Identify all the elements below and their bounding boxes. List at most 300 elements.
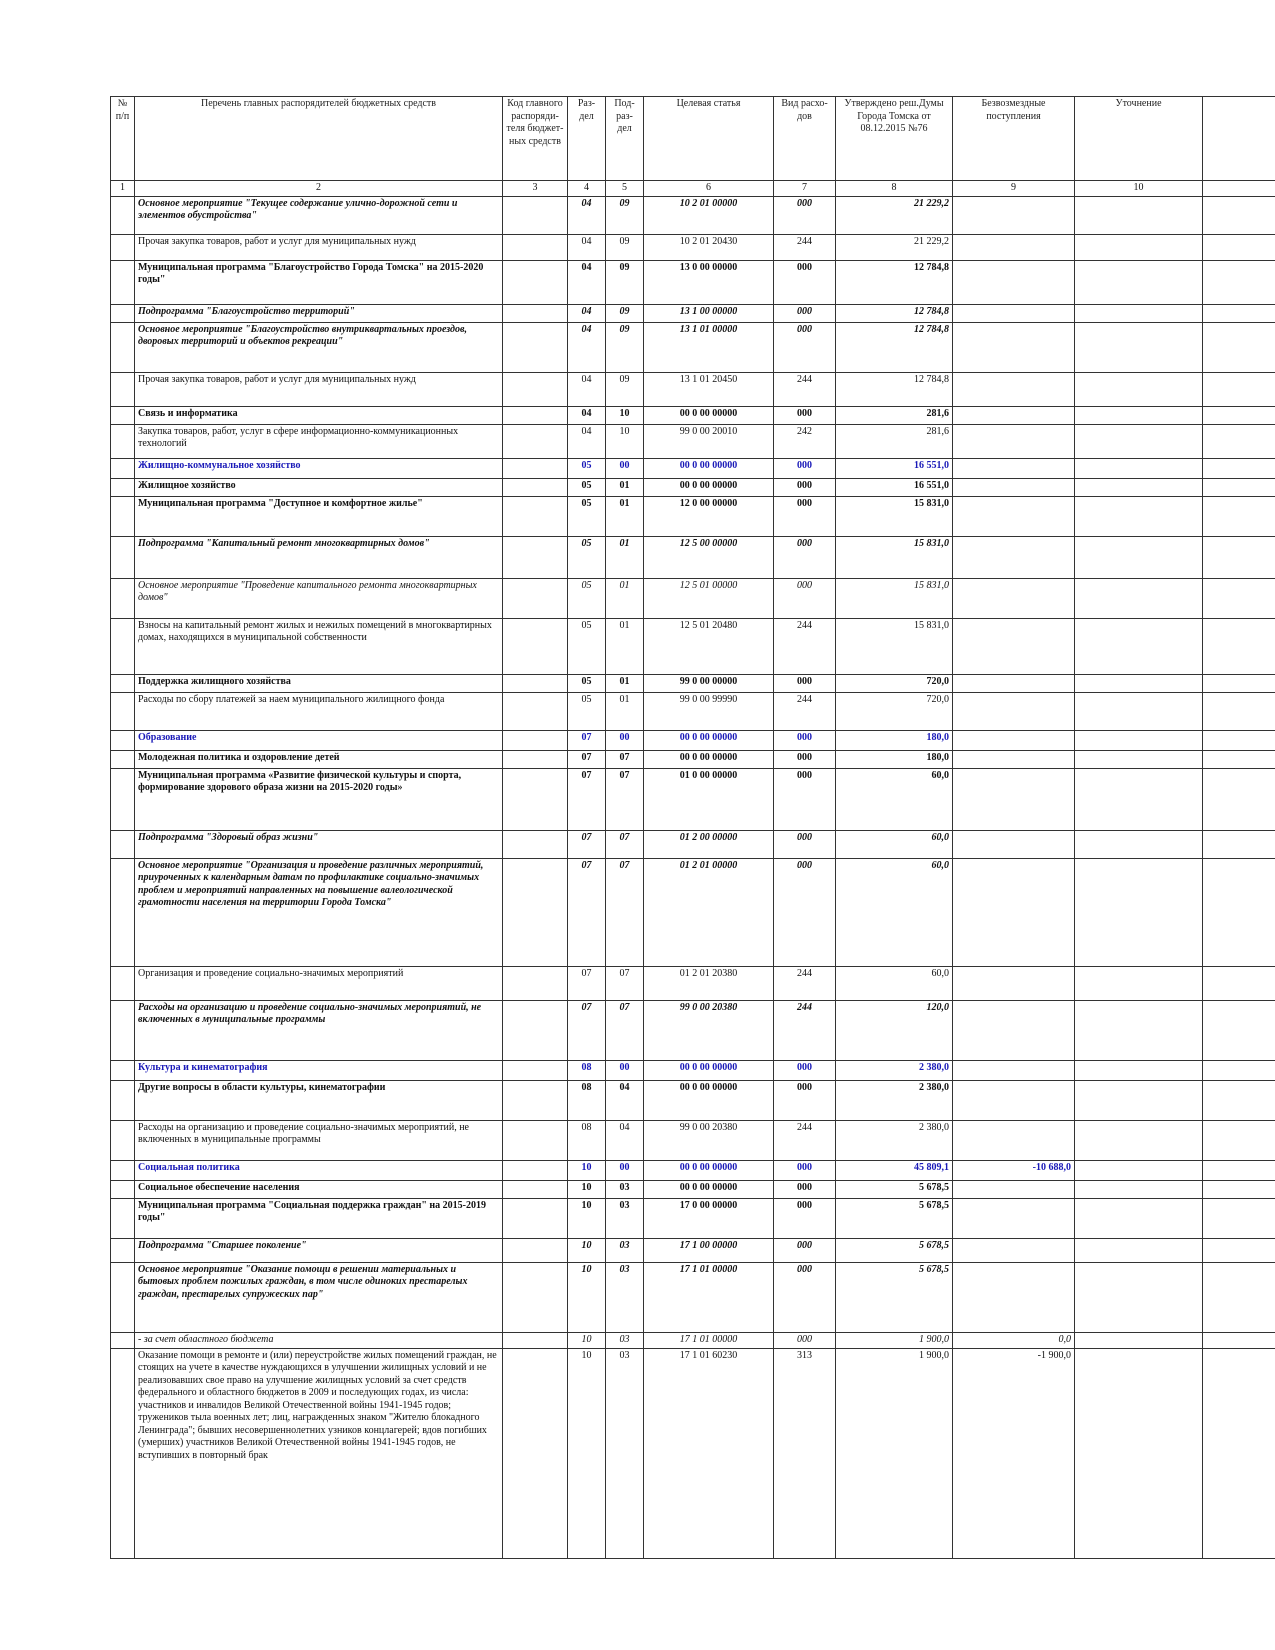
table-row (111, 406, 1275, 424)
cell-podrazdel: 03 (606, 1180, 644, 1198)
cell-razdel: 04 (568, 196, 606, 234)
cell-cs: 00 0 00 00000 (644, 1160, 774, 1180)
cell-razdel: 05 (568, 618, 606, 674)
cell-num (111, 618, 135, 674)
colnum-7: 7 (774, 181, 836, 197)
cell-name: Молодежная политика и оздоровление детей (135, 750, 503, 768)
cell-num (111, 1238, 135, 1262)
table-row (111, 1080, 1275, 1120)
cell-bezv (953, 830, 1075, 858)
cell-cs: 01 0 00 00000 (644, 768, 774, 830)
cell-name: Прочая закупка товаров, работ и услуг для муниципальных нужд (135, 234, 503, 260)
cell-approved: 60,0 (836, 830, 953, 858)
cell-name: Другие вопросы в области культуры, кинематографии (135, 1080, 503, 1120)
cell-utoch (1075, 1238, 1203, 1262)
cell-extra (1203, 1180, 1275, 1198)
cell-approved: 2 380,0 (836, 1060, 953, 1080)
colnum-5: 5 (606, 181, 644, 197)
cell-utoch (1075, 1060, 1203, 1080)
cell-extra (1203, 1060, 1275, 1080)
cell-vr: 000 (774, 304, 836, 322)
cell-code (503, 304, 568, 322)
cell-approved: 60,0 (836, 858, 953, 966)
cell-podrazdel: 01 (606, 478, 644, 496)
cell-name: Прочая закупка товаров, работ и услуг для муниципальных нужд (135, 372, 503, 406)
cell-utoch (1075, 692, 1203, 730)
cell-num (111, 304, 135, 322)
cell-vr: 244 (774, 618, 836, 674)
cell-extra (1203, 1262, 1275, 1332)
cell-num (111, 406, 135, 424)
table-row (111, 458, 1275, 478)
cell-cs: 17 0 00 00000 (644, 1198, 774, 1238)
cell-name: Взносы на капитальный ремонт жилых и нежилых помещений в многоквартирных домах, находящихся в муниципальной собственности (135, 618, 503, 674)
cell-vr: 244 (774, 234, 836, 260)
cell-code (503, 496, 568, 536)
cell-podrazdel: 01 (606, 674, 644, 692)
cell-vr: 244 (774, 1000, 836, 1060)
cell-name: Основное мероприятие "Проведение капитального ремонта многоквартирных домов" (135, 578, 503, 618)
cell-cs: 99 0 00 00000 (644, 674, 774, 692)
cell-extra (1203, 1120, 1275, 1160)
cell-approved: 15 831,0 (836, 496, 953, 536)
cell-code (503, 1160, 568, 1180)
cell-vr: 000 (774, 196, 836, 234)
cell-razdel: 05 (568, 496, 606, 536)
cell-num (111, 260, 135, 304)
cell-utoch (1075, 406, 1203, 424)
cell-utoch (1075, 1180, 1203, 1198)
cell-razdel: 07 (568, 858, 606, 966)
cell-num (111, 322, 135, 372)
cell-vr: 000 (774, 260, 836, 304)
cell-extra (1203, 692, 1275, 730)
cell-cs: 10 2 01 20430 (644, 234, 774, 260)
cell-razdel: 08 (568, 1120, 606, 1160)
cell-num (111, 196, 135, 234)
cell-cs: 00 0 00 00000 (644, 1080, 774, 1120)
table-row (111, 1262, 1275, 1332)
table-row (111, 1332, 1275, 1348)
cell-podrazdel: 09 (606, 372, 644, 406)
table-row (111, 372, 1275, 406)
cell-utoch (1075, 1120, 1203, 1160)
cell-podrazdel: 04 (606, 1120, 644, 1160)
cell-vr: 000 (774, 1080, 836, 1120)
table-row (111, 730, 1275, 750)
cell-code (503, 858, 568, 966)
cell-vr: 242 (774, 424, 836, 458)
cell-code (503, 692, 568, 730)
cell-code (503, 322, 568, 372)
cell-bezv (953, 966, 1075, 1000)
cell-extra (1203, 730, 1275, 750)
cell-cs: 99 0 00 20380 (644, 1120, 774, 1160)
cell-vr: 000 (774, 1198, 836, 1238)
cell-vr: 000 (774, 322, 836, 372)
cell-code (503, 768, 568, 830)
cell-approved: 21 229,2 (836, 234, 953, 260)
table-row (111, 260, 1275, 304)
cell-utoch (1075, 1348, 1203, 1558)
cell-extra (1203, 458, 1275, 478)
cell-vr: 000 (774, 478, 836, 496)
cell-cs: 01 2 00 00000 (644, 830, 774, 858)
cell-num (111, 674, 135, 692)
table-row (111, 1180, 1275, 1198)
cell-approved: 2 380,0 (836, 1080, 953, 1120)
table-row (111, 478, 1275, 496)
colnum-6: 6 (644, 181, 774, 197)
cell-cs: 12 5 01 00000 (644, 578, 774, 618)
cell-code (503, 1060, 568, 1080)
cell-name: Подпрограмма "Старшее поколение" (135, 1238, 503, 1262)
cell-podrazdel: 00 (606, 1160, 644, 1180)
cell-approved: 5 678,5 (836, 1180, 953, 1198)
cell-code (503, 372, 568, 406)
cell-extra (1203, 858, 1275, 966)
cell-cs: 00 0 00 00000 (644, 1060, 774, 1080)
header-razdel: Раз-дел (568, 97, 606, 181)
cell-name: Муниципальная программа «Развитие физической культуры и спорта, формирование здорового образа жизни на 2015-2020 годы» (135, 768, 503, 830)
cell-name: Муниципальная программа "Социальная поддержка граждан" на 2015-2019 годы" (135, 1198, 503, 1238)
cell-code (503, 196, 568, 234)
cell-bezv (953, 858, 1075, 966)
cell-approved: 180,0 (836, 750, 953, 768)
cell-bezv (953, 768, 1075, 830)
cell-utoch (1075, 750, 1203, 768)
cell-utoch (1075, 830, 1203, 858)
table-row (111, 1000, 1275, 1060)
cell-code (503, 1332, 568, 1348)
cell-approved: 60,0 (836, 966, 953, 1000)
cell-cs: 13 1 01 00000 (644, 322, 774, 372)
cell-razdel: 10 (568, 1332, 606, 1348)
cell-num (111, 830, 135, 858)
cell-name: Основное мероприятие "Текущее содержание улично-дорожной сети и элементов обустройства" (135, 196, 503, 234)
table-row (111, 858, 1275, 966)
cell-bezv (953, 618, 1075, 674)
cell-vr: 000 (774, 578, 836, 618)
cell-name: Социальное обеспечение населения (135, 1180, 503, 1198)
cell-podrazdel: 00 (606, 730, 644, 750)
header-approved: Утверждено реш.Думы Города Томска от 08.12.2015 №76 (836, 97, 953, 181)
cell-code (503, 424, 568, 458)
cell-vr: 000 (774, 1060, 836, 1080)
cell-cs: 99 0 00 20010 (644, 424, 774, 458)
cell-cs: 01 2 01 20380 (644, 966, 774, 1000)
cell-cs: 00 0 00 00000 (644, 478, 774, 496)
cell-razdel: 05 (568, 692, 606, 730)
cell-extra (1203, 536, 1275, 578)
cell-approved: 12 784,8 (836, 260, 953, 304)
cell-extra (1203, 496, 1275, 536)
cell-razdel: 04 (568, 304, 606, 322)
cell-bezv: -1 900,0 (953, 1348, 1075, 1558)
table-row (111, 234, 1275, 260)
cell-podrazdel: 09 (606, 322, 644, 372)
cell-approved: 720,0 (836, 692, 953, 730)
cell-cs: 13 1 00 00000 (644, 304, 774, 322)
cell-bezv (953, 1000, 1075, 1060)
table-row (111, 750, 1275, 768)
cell-bezv (953, 304, 1075, 322)
cell-vr: 000 (774, 406, 836, 424)
cell-utoch (1075, 966, 1203, 1000)
cell-utoch (1075, 458, 1203, 478)
table-row (111, 1238, 1275, 1262)
colnum-4: 4 (568, 181, 606, 197)
cell-code (503, 1348, 568, 1558)
cell-num (111, 1060, 135, 1080)
cell-utoch (1075, 478, 1203, 496)
cell-razdel: 07 (568, 768, 606, 830)
cell-vr: 244 (774, 692, 836, 730)
cell-code (503, 406, 568, 424)
table-row (111, 1198, 1275, 1238)
cell-approved: 15 831,0 (836, 618, 953, 674)
cell-extra (1203, 1198, 1275, 1238)
cell-approved: 2 380,0 (836, 1120, 953, 1160)
column-number-row (111, 181, 1275, 197)
table-row (111, 830, 1275, 858)
cell-extra (1203, 406, 1275, 424)
header-vid: Вид расхо-дов (774, 97, 836, 181)
table-row (111, 768, 1275, 830)
cell-utoch (1075, 322, 1203, 372)
cell-bezv (953, 536, 1075, 578)
cell-razdel: 07 (568, 730, 606, 750)
cell-utoch (1075, 496, 1203, 536)
cell-approved: 12 784,8 (836, 372, 953, 406)
cell-name: Расходы по сбору платежей за наем муниципального жилищного фонда (135, 692, 503, 730)
cell-podrazdel: 07 (606, 858, 644, 966)
cell-approved: 1 900,0 (836, 1332, 953, 1348)
colnum-extra (1203, 181, 1275, 197)
cell-razdel: 05 (568, 674, 606, 692)
cell-code (503, 966, 568, 1000)
cell-utoch (1075, 1080, 1203, 1120)
cell-num (111, 966, 135, 1000)
cell-num (111, 858, 135, 966)
cell-num (111, 424, 135, 458)
cell-code (503, 1120, 568, 1160)
cell-razdel: 07 (568, 830, 606, 858)
cell-num (111, 730, 135, 750)
colnum-9: 9 (953, 181, 1075, 197)
cell-cs: 12 5 00 00000 (644, 536, 774, 578)
budget-table (110, 96, 1275, 1559)
cell-code (503, 1080, 568, 1120)
cell-vr: 000 (774, 858, 836, 966)
cell-extra (1203, 424, 1275, 458)
cell-razdel: 05 (568, 578, 606, 618)
cell-bezv (953, 322, 1075, 372)
header-utoch: Уточнение (1075, 97, 1203, 181)
cell-approved: 60,0 (836, 768, 953, 830)
cell-podrazdel: 00 (606, 458, 644, 478)
cell-vr: 000 (774, 1332, 836, 1348)
cell-cs: 17 1 01 00000 (644, 1262, 774, 1332)
cell-num (111, 768, 135, 830)
cell-extra (1203, 1000, 1275, 1060)
cell-cs: 17 1 00 00000 (644, 1238, 774, 1262)
cell-podrazdel: 03 (606, 1262, 644, 1332)
cell-name: Основное мероприятие "Оказание помощи в решении материальных и бытовых проблем пожилых граждан, в том числе одиноких престарелых граждан, престарелых супружеских пар" (135, 1262, 503, 1332)
cell-razdel: 07 (568, 966, 606, 1000)
cell-name: Муниципальная программа "Доступное и комфортное жилье" (135, 496, 503, 536)
cell-podrazdel: 03 (606, 1238, 644, 1262)
cell-utoch (1075, 536, 1203, 578)
cell-razdel: 05 (568, 536, 606, 578)
cell-vr: 000 (774, 1238, 836, 1262)
cell-name: Муниципальная программа "Благоустройство Города Томска" на 2015-2020 годы" (135, 260, 503, 304)
cell-vr: 244 (774, 372, 836, 406)
cell-name: - за счет областного бюджета (135, 1332, 503, 1348)
table-row (111, 1348, 1275, 1558)
cell-extra (1203, 260, 1275, 304)
cell-code (503, 830, 568, 858)
cell-approved: 5 678,5 (836, 1238, 953, 1262)
cell-podrazdel: 03 (606, 1348, 644, 1558)
cell-bezv (953, 578, 1075, 618)
cell-podrazdel: 10 (606, 406, 644, 424)
cell-podrazdel: 09 (606, 304, 644, 322)
cell-approved: 21 229,2 (836, 196, 953, 234)
cell-cs: 99 0 00 99990 (644, 692, 774, 730)
cell-num (111, 496, 135, 536)
cell-razdel: 04 (568, 260, 606, 304)
header-row (111, 97, 1275, 181)
cell-razdel: 10 (568, 1262, 606, 1332)
cell-razdel: 04 (568, 234, 606, 260)
cell-bezv (953, 196, 1075, 234)
cell-razdel: 10 (568, 1180, 606, 1198)
table-row (111, 196, 1275, 234)
cell-cs: 99 0 00 20380 (644, 1000, 774, 1060)
cell-razdel: 04 (568, 406, 606, 424)
cell-approved: 120,0 (836, 1000, 953, 1060)
cell-razdel: 04 (568, 424, 606, 458)
cell-name: Жилищно-коммунальное хозяйство (135, 458, 503, 478)
cell-name: Подпрограмма "Капитальный ремонт многоквартирных домов" (135, 536, 503, 578)
table-row (111, 578, 1275, 618)
cell-bezv (953, 750, 1075, 768)
cell-extra (1203, 674, 1275, 692)
header-bezv: Безвозмездные поступления (953, 97, 1075, 181)
cell-num (111, 458, 135, 478)
cell-utoch (1075, 1262, 1203, 1332)
cell-num (111, 234, 135, 260)
cell-approved: 281,6 (836, 406, 953, 424)
cell-approved: 16 551,0 (836, 478, 953, 496)
cell-num (111, 692, 135, 730)
cell-name: Закупка товаров, работ, услуг в сфере информационно-коммуникационных технологий (135, 424, 503, 458)
cell-code (503, 536, 568, 578)
cell-utoch (1075, 578, 1203, 618)
cell-bezv (953, 692, 1075, 730)
cell-cs: 17 1 01 60230 (644, 1348, 774, 1558)
cell-bezv (953, 372, 1075, 406)
cell-podrazdel: 01 (606, 578, 644, 618)
cell-vr: 000 (774, 496, 836, 536)
cell-name: Культура и кинематография (135, 1060, 503, 1080)
cell-utoch (1075, 196, 1203, 234)
cell-vr: 000 (774, 750, 836, 768)
table-row (111, 618, 1275, 674)
cell-code (503, 458, 568, 478)
table-row (111, 674, 1275, 692)
cell-podrazdel: 10 (606, 424, 644, 458)
cell-cs: 10 2 01 00000 (644, 196, 774, 234)
cell-extra (1203, 1332, 1275, 1348)
cell-name: Расходы на организацию и проведение социально-значимых мероприятий, не включенных в муниципальные программы (135, 1120, 503, 1160)
cell-utoch (1075, 260, 1203, 304)
cell-podrazdel: 03 (606, 1198, 644, 1238)
cell-code (503, 1198, 568, 1238)
cell-bezv (953, 1238, 1075, 1262)
cell-name: Организация и проведение социально-значимых мероприятий (135, 966, 503, 1000)
cell-approved: 5 678,5 (836, 1198, 953, 1238)
cell-bezv (953, 496, 1075, 536)
table-row (111, 1160, 1275, 1180)
cell-cs: 12 5 01 20480 (644, 618, 774, 674)
cell-utoch (1075, 1160, 1203, 1180)
cell-vr: 000 (774, 458, 836, 478)
cell-razdel: 04 (568, 372, 606, 406)
cell-name: Образование (135, 730, 503, 750)
cell-razdel: 08 (568, 1080, 606, 1120)
cell-podrazdel: 09 (606, 260, 644, 304)
cell-razdel: 10 (568, 1238, 606, 1262)
cell-extra (1203, 1080, 1275, 1120)
cell-podrazdel: 09 (606, 234, 644, 260)
colnum-10: 10 (1075, 181, 1203, 197)
cell-bezv (953, 1180, 1075, 1198)
cell-num (111, 1262, 135, 1332)
cell-extra (1203, 578, 1275, 618)
cell-cs: 12 0 00 00000 (644, 496, 774, 536)
cell-name: Подпрограмма "Здоровый образ жизни" (135, 830, 503, 858)
cell-vr: 313 (774, 1348, 836, 1558)
cell-vr: 000 (774, 730, 836, 750)
cell-approved: 15 831,0 (836, 536, 953, 578)
cell-extra (1203, 1238, 1275, 1262)
cell-razdel: 07 (568, 750, 606, 768)
colnum-8: 8 (836, 181, 953, 197)
cell-bezv (953, 1198, 1075, 1238)
cell-vr: 000 (774, 1160, 836, 1180)
cell-podrazdel: 01 (606, 536, 644, 578)
cell-extra (1203, 196, 1275, 234)
cell-extra (1203, 234, 1275, 260)
cell-name: Основное мероприятие "Организация и проведение различных мероприятий, приуроченных к календарным датам по профилактике социально-значимых проблем и мероприятий направленных на повышение валеологической грамотности населения на территории Города Томска" (135, 858, 503, 966)
cell-name: Основное мероприятие "Благоустройство внутриквартальных проездов, дворовых территорий и объектов рекреации" (135, 322, 503, 372)
header-target: Целевая статья (644, 97, 774, 181)
cell-podrazdel: 07 (606, 750, 644, 768)
cell-bezv (953, 478, 1075, 496)
cell-podrazdel: 07 (606, 830, 644, 858)
cell-code (503, 478, 568, 496)
cell-cs: 01 2 01 00000 (644, 858, 774, 966)
cell-name: Оказание помощи в ремонте и (или) переустройстве жилых помещений граждан, не стоящих на учете в качестве нуждающихся в улучшении жилищных условий и не реализовавших свое право на улучшение жилищных условий за счет средств федерального и областного бюджетов в 2009 и последующих годах, из числа: участников и инвалидов Великой Отечественной войны 1941-1945 годов; тружеников тыла военных лет; лиц, награжденных знаком "Жителю блокадного Ленинграда"; бывших несовершеннолетних узников концлагерей; вдов погибших (умерших) участников Великой Отечественной войны 1941-1945 годов, не вступивших в повторный брак (135, 1348, 503, 1558)
cell-code (503, 618, 568, 674)
cell-utoch (1075, 768, 1203, 830)
cell-code (503, 234, 568, 260)
cell-num (111, 1000, 135, 1060)
cell-name: Расходы на организацию и проведение социально-значимых мероприятий, не включенных в муниципальные программы (135, 1000, 503, 1060)
cell-extra (1203, 618, 1275, 674)
